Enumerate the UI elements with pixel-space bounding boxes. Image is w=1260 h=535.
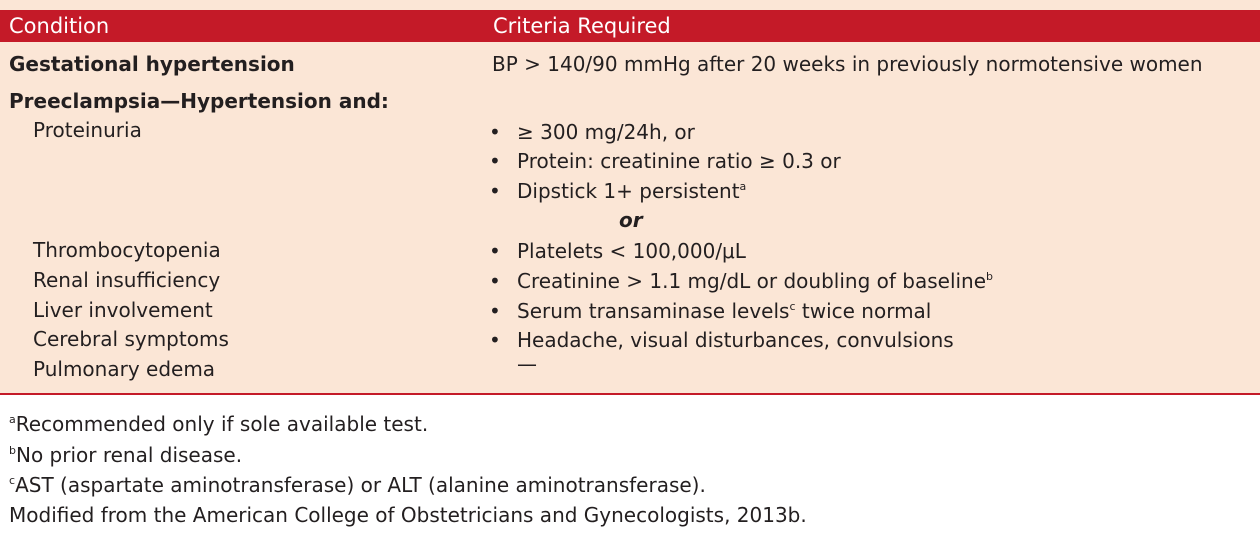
preeclampsia-label: Preeclampsia—Hypertension and: [9,89,389,113]
gestational-criteria: BP > 140/90 mmHg after 20 weeks in previously normotensive women [492,52,1203,76]
footnote-mark: b [986,270,994,283]
proteinuria-bullet-1: ≥ 300 mg/24h, or [517,120,695,144]
footnote-a [9,410,428,438]
footnote-text: Recommended only if sole available test. [15,412,429,436]
bullet-icon: • [489,299,501,323]
bullet-icon: • [489,328,501,352]
cerebral-criteria: Headache, visual disturbances, convulsions [517,328,954,352]
table-bottom-rule [0,393,1260,395]
renal-label: Renal insufficiency [33,268,221,292]
header-condition: Condition [9,14,110,38]
footnote-mark: b [9,444,16,457]
footnote-mark: a [739,180,747,193]
bullet-icon: • [489,149,501,173]
footnote-c [9,471,706,499]
bullet-icon: • [489,120,501,144]
renal-criteria [517,267,993,295]
liver-criteria-text: Serum transaminase levels [517,299,790,323]
footnote-b [9,441,242,469]
table-header [0,10,1260,42]
proteinuria-bullet-3-text: Dipstick 1+ persistent [517,179,740,203]
bullet-icon: • [489,239,501,263]
pulmonary-label: Pulmonary edema [33,357,216,381]
bullet-icon: • [489,269,501,293]
footnote-mark: c [789,300,796,313]
liver-label: Liver involvement [33,298,213,322]
footnote-text: No prior renal disease. [15,443,243,467]
cerebral-label: Cerebral symptoms [33,327,229,351]
gestational-label: Gestational hypertension [9,52,295,76]
thrombocytopenia-label: Thrombocytopenia [33,238,221,262]
proteinuria-label: Proteinuria [33,118,142,142]
liver-criteria [517,297,931,325]
footnote-mark: a [9,413,16,426]
proteinuria-bullet-3 [517,177,746,205]
bullet-icon: • [489,179,501,203]
or-connector: or [619,208,643,232]
header-criteria: Criteria Required [493,14,671,38]
proteinuria-bullet-2: Protein: creatinine ratio ≥ 0.3 or [517,149,841,173]
pulmonary-criteria: — [517,352,537,376]
source-note: Modified from the American College of Obstetricians and Gynecologists, 2013b. [9,503,807,527]
top-strip [0,0,1260,10]
footnote-text: AST (aspartate aminotransferase) or ALT (alanine aminotransferase). [15,473,706,497]
footnote-mark: c [9,474,16,487]
thrombocytopenia-criteria: Platelets < 100,000/μL [517,239,746,263]
renal-criteria-text: Creatinine > 1.1 mg/dL or doubling of baseline [517,269,987,293]
liver-criteria-after: twice normal [795,299,932,323]
